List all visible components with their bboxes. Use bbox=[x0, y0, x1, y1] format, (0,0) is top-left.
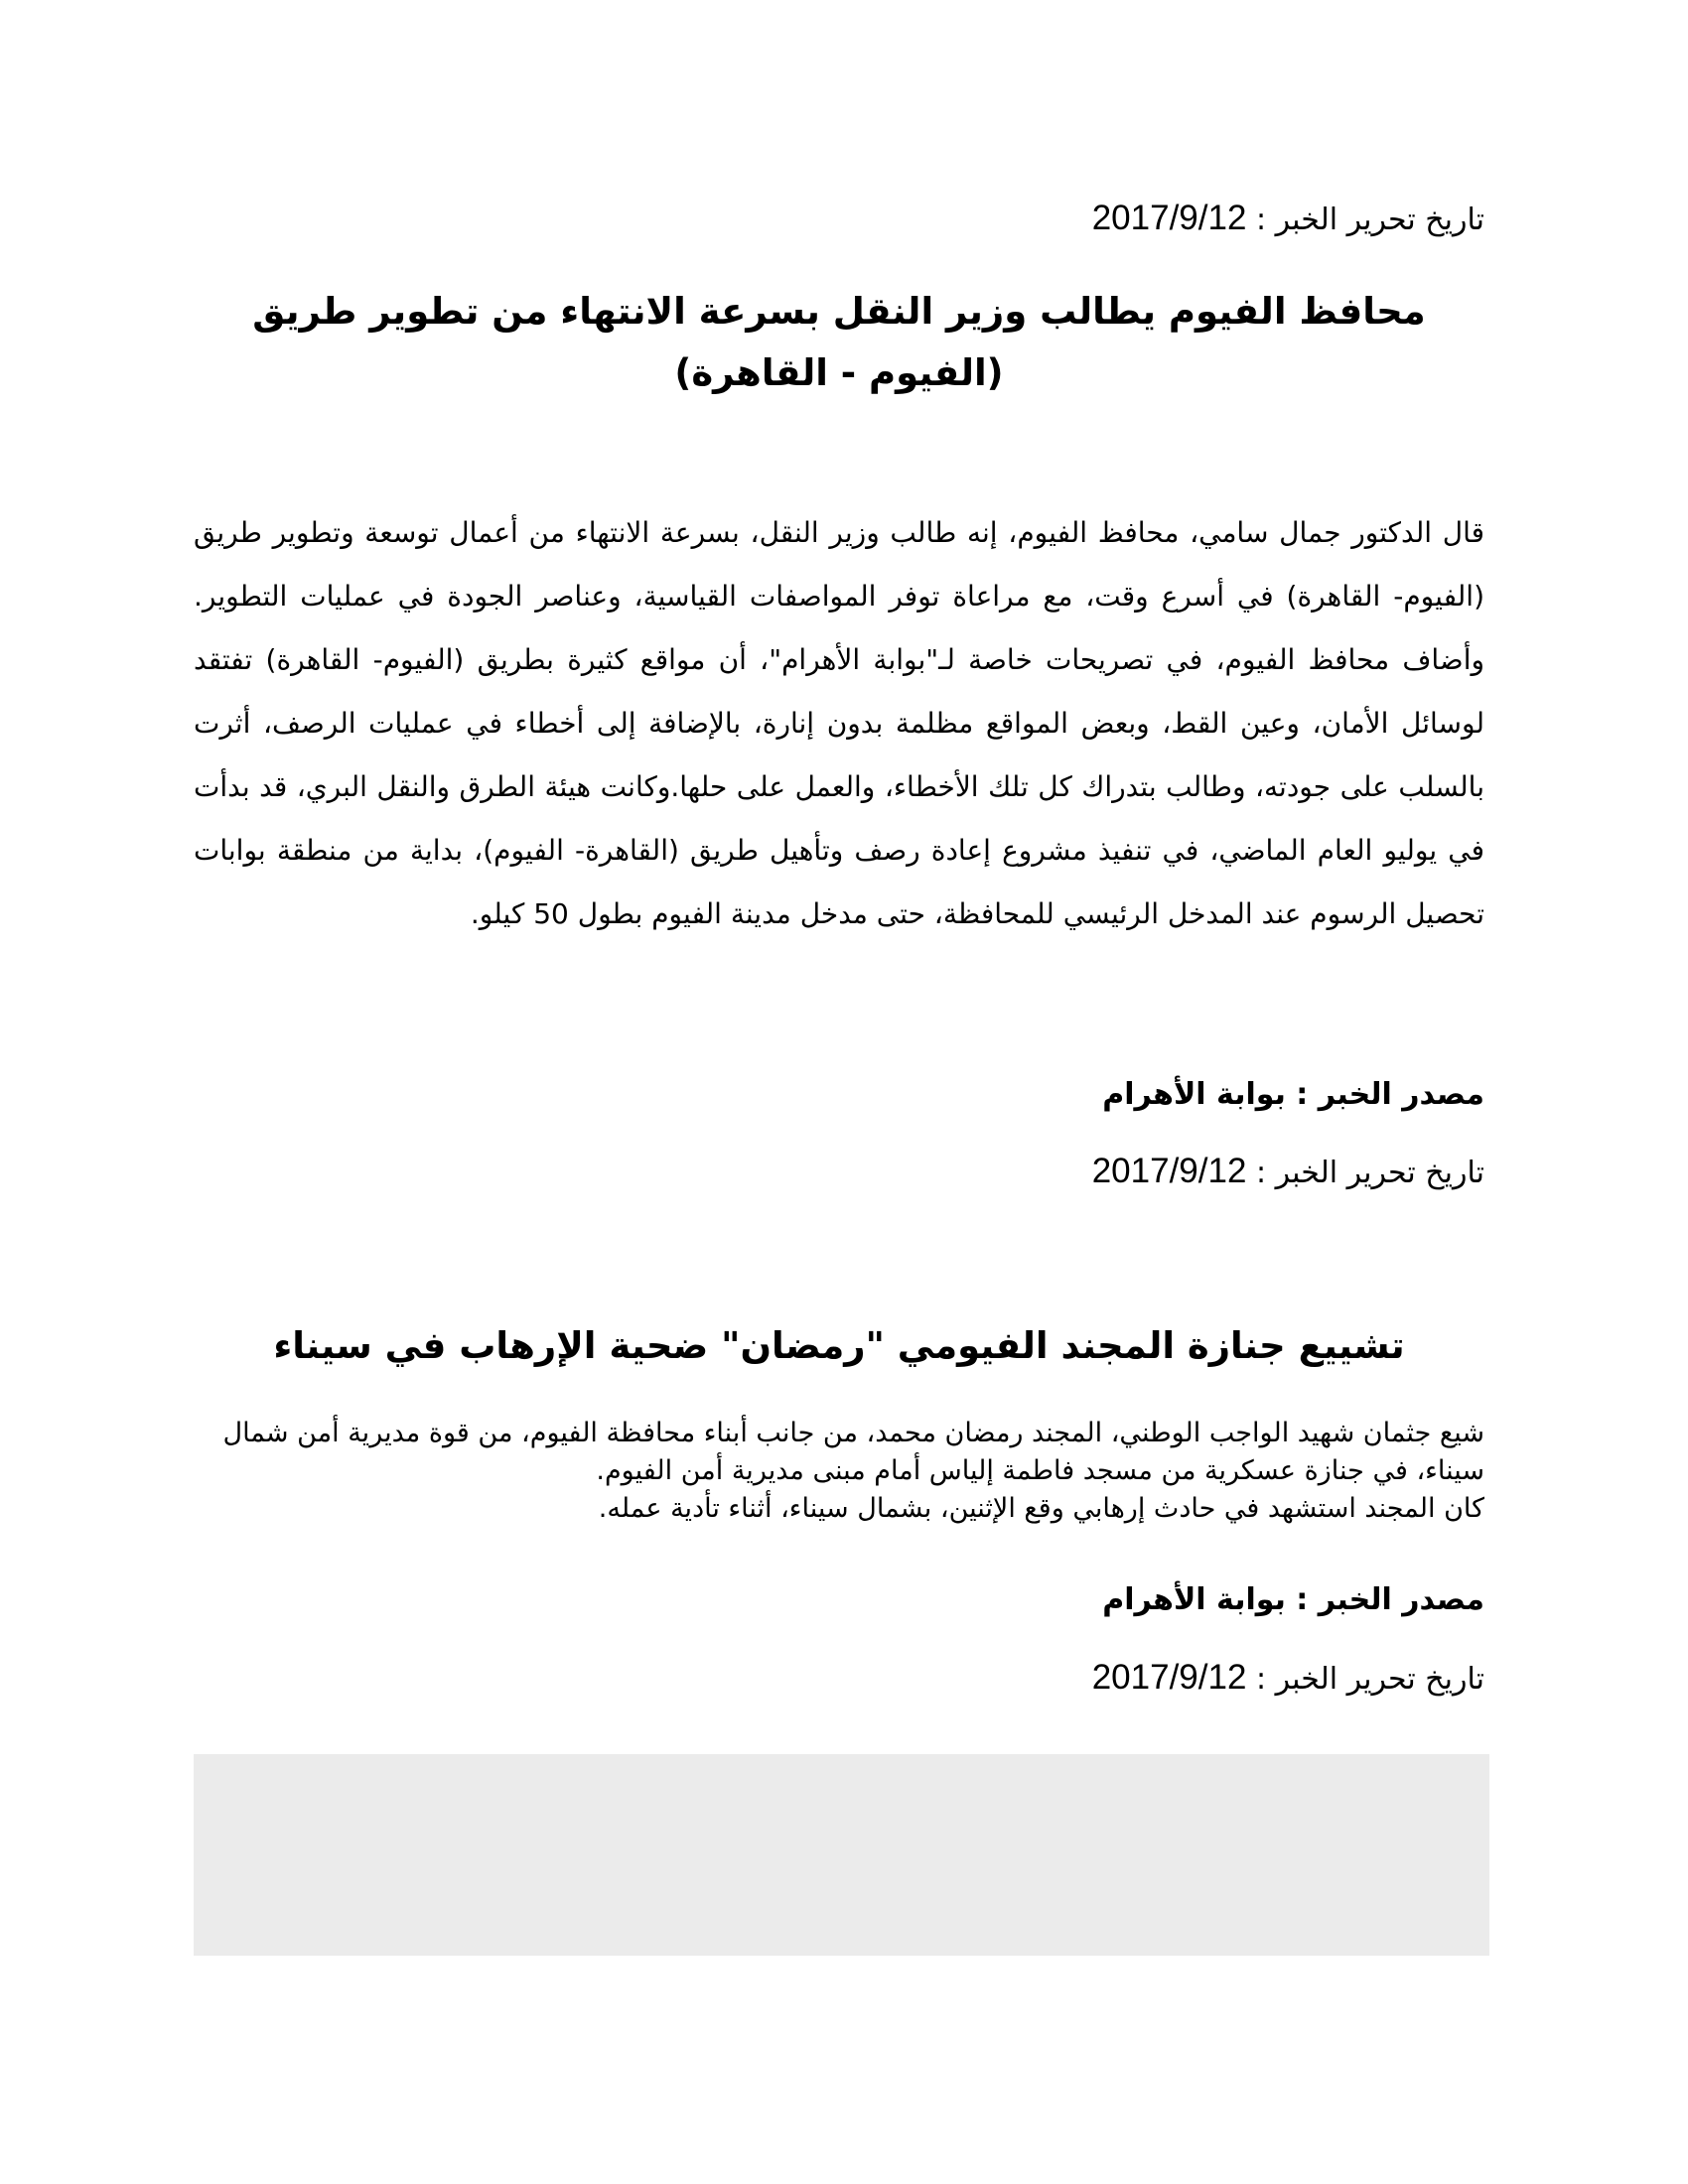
article2-paragraph-1: شيع جثمان شهيد الواجب الوطني، المجند رمضان محمد، من جانب أبناء محافظة الفيوم، من قوة مديرية أمن شمال سيناء، في جنازة عسكرية من مسجد فاطمة إلياس أمام مبنى مديرية أمن الفيوم. bbox=[222, 1418, 1484, 1486]
article1-paragraph: قال الدكتور جمال سامي، محافظ الفيوم، إنه طالب وزير النقل، بسرعة الانتهاء من أعمال توسعة وتطوير طريق (الفيوم- القاهرة) في أسرع وقت، مع مراعاة توفر المواصفات القياسية، وعناصر الجودة في عمليات التطوير. وأضاف محافظ الفيوم، في تصريحات خاصة لـ"بوابة الأهرام"، أن مواقع كثيرة بطريق (الفيوم- القاهرة) تفتقد لوسائل الأمان، وعين القط، وبعض المواقع مظلمة بدون إنارة، بالإضافة إلى أخطاء في عمليات الرصف، أثرت بالسلب على جودته، وطالب بتدراك كل تلك الأخطاء، والعمل على حلها.وكانت هيئة الطرق والنقل البري، قد بدأت في يوليو العام الماضي، في تنفيذ مشروع إعادة رصف وتأهيل طريق (القاهرة- الفيوم)، بداية من منطقة بوابات تحصيل الرسوم عند المدخل الرئيسي للمحافظة، حتى مدخل مدينة الفيوم بطول 50 كيلو. bbox=[194, 516, 1484, 930]
date-value: 2017/9/12 bbox=[1091, 1152, 1247, 1190]
article1-body bbox=[194, 501, 1484, 946]
article2-title: تشييع جنازة المجند الفيومي "رمضان" ضحية الإرهاب في سيناء bbox=[273, 1324, 1405, 1367]
date-label: تاريخ تحرير الخبر : bbox=[1246, 1662, 1484, 1697]
date-value: 2017/9/12 bbox=[1091, 1658, 1247, 1697]
date-value: 2017/9/12 bbox=[1091, 199, 1247, 237]
article1-date bbox=[194, 199, 1484, 240]
article1-title: محافظ الفيوم يطالب وزير النقل بسرعة الانتهاء من تطوير طريق (الفيوم - القاهرة) bbox=[252, 290, 1426, 394]
article2-paragraph-2: كان المجند استشهد في حادث إرهابي وقع الإثنين، بشمال سيناء، أثناء تأدية عمله. bbox=[598, 1493, 1484, 1524]
article1-source: مصدر الخبر : بوابة الأهرام bbox=[1102, 1077, 1484, 1112]
article1-footer-date bbox=[194, 1152, 1484, 1193]
grey-placeholder-box bbox=[194, 1754, 1489, 1956]
article2-source: مصدر الخبر : بوابة الأهرام bbox=[1102, 1582, 1484, 1617]
date-label: تاريخ تحرير الخبر : bbox=[1246, 203, 1484, 237]
article2-date bbox=[194, 1658, 1484, 1700]
date-label: تاريخ تحرير الخبر : bbox=[1246, 1156, 1484, 1190]
article2-body bbox=[194, 1415, 1484, 1528]
